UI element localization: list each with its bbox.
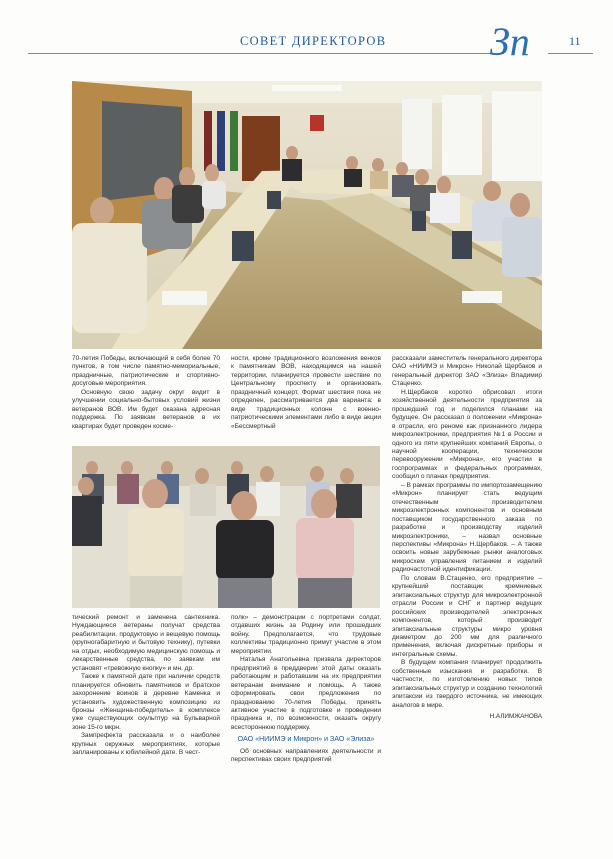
header-rule bbox=[28, 53, 504, 54]
paragraph: Н.Щербаков коротко обрисовал итоги хозяйственной деятельности предприятия за прошедший год и поделился планами на будущее. Он рассказал о положении «Микрона» в отрасли, его реноме как признанного лидера микроэлектроники, предприятия №1 в России и одного из пяти крупнейших компаний Европы, о научной кооперации, техническом перевооружении «Микрона», его участии в госпрограммах и федеральных программах, сообщил о планах предприятия. bbox=[392, 388, 542, 481]
paragraph: полк» – демонстрации с портретами солдат, отдавших жизнь за Родину или прошедших войну. Предполагается, что трудовые коллективы традиционно примут участие в этом мероприятии. bbox=[231, 614, 381, 655]
paragraph: Также к памятной дате при наличии средств планируется обновить памятников и братское захоронение воинов в деревне Каменка и установить художественную композицию из бронзы «Женщина-победитель» в комплексе уже существующих скульптур на Бульварной зоне 15-го мкрн. bbox=[72, 673, 220, 731]
paragraph: ности, кроме традиционного возложения венков к памятникам ВОВ, находящимся на нашей территории, планируется провести шествие по Центральному проспекту и организовать праздничный концерт. Формат шествия пока не определен, рассматривается два варианта: в виде традиционных колонн с военно-патриотическими элементами либо в виде акции «Бессмертный bbox=[231, 355, 381, 430]
paragraph: 70-летия Победы, включающий в себя более 70 пунктов, в том числе памятно-мемориальные, праздничные, патриотические и спортивно-досуговые мероприятия. bbox=[72, 355, 220, 388]
paragraph: В будущем компания планирует продолжить собственные изыскания и разработки. В частности, по изготовлению новых типов эпитаксиальных структур и созданию технологий эпитаксии из твердого источника, не имеющих аналогов в мире. bbox=[392, 659, 542, 709]
logo-text: Зп bbox=[490, 19, 530, 64]
paragraph: Наталья Анатольевна призвала директоров предприятий в преддверии этой даты оказать работающим и работавшим на их предприятии ветеранам внимание и помощь. А также сформировать свои предложения по празднованию 70-летия Победы, принять активное участие в подготовке и проведении праздника и, по возможности, оказать округу всестороннюю поддержку. bbox=[231, 656, 381, 731]
section-subheading: ОАО «НИИМЭ и Микрон» и ЗАО «Элиза» bbox=[237, 734, 375, 744]
section-title: СОВЕТ ДИРЕКТОРОВ bbox=[240, 34, 387, 48]
article-column-1-bottom bbox=[72, 614, 220, 758]
paragraph: Основную свою задачу округ видит в улучшении социально-бытовых условий жизни ветеранов ВОВ. Им будет оказана адресная поддержка. По заявкам ветеранов в их квартирах будет проведен косме- bbox=[72, 388, 220, 430]
zp-logo bbox=[486, 15, 546, 65]
page-number: 11 bbox=[569, 34, 581, 48]
article-column-2-top bbox=[231, 355, 381, 431]
paragraph: рассказали заместитель генерального директора ОАО «НИИМЭ и Микрон» Николай Щербаков и генеральный директор ЗАО «Элиза» Владимир Стаценко. bbox=[392, 355, 542, 388]
paragraph: тический ремонт и заменена сантехника. Нуждающиеся ветераны получат средства реабилитации, продуктовую и вещевую помощь (крупногабаритную и бытовую технику), путевки на отдых, необходимую медицинскую помощь и лекарственные средства, по заявкам им установят «тревожную кнопку» и мн. др. bbox=[72, 614, 220, 672]
paragraph: Об основных направлениях деятельности и перспективах своих предприятий bbox=[231, 747, 381, 764]
participants-photo bbox=[72, 446, 380, 608]
paragraph: – В рамках программы по импортозамещению «Микрон» планирует стать ведущим отечественным производителем микроэлектронных компонентов и основным поставщиком государственного заказа по разработке и производству изделий микроэлектроники, – назвал основные перспективы «Микрона» Н.Щербаков. – А также освоить новые зарубежные рынки аналоговых микросхем управления питанием и изделий радиочастотной идентификации. bbox=[392, 481, 542, 574]
article-column-2-bottom bbox=[231, 614, 381, 765]
author-signature: Н.АЛИМЖАНОВА bbox=[489, 713, 542, 721]
article-column-1-top bbox=[72, 355, 220, 431]
header-rule-right bbox=[548, 53, 593, 54]
boardroom-meeting-photo bbox=[72, 81, 542, 349]
paragraph: Зампрефекта рассказала и о наиболее крупных окружных мероприятиях, которые запланированы к юбилейной дате. В чест- bbox=[72, 732, 220, 757]
article-column-3 bbox=[392, 355, 542, 721]
paragraph: По словам В.Стаценко, его предприятие – крупнейший поставщик кремниевых эпитаксиальных структур для микроэлектронной отрасли России и СНГ и партнер ведущих российских производителей электронных компонентов, который производит эпитаксиальные структуры микро уровня диаметром до 200 мм для различного применения, включая дискретные приборы и интегральные схемы. bbox=[392, 574, 542, 658]
